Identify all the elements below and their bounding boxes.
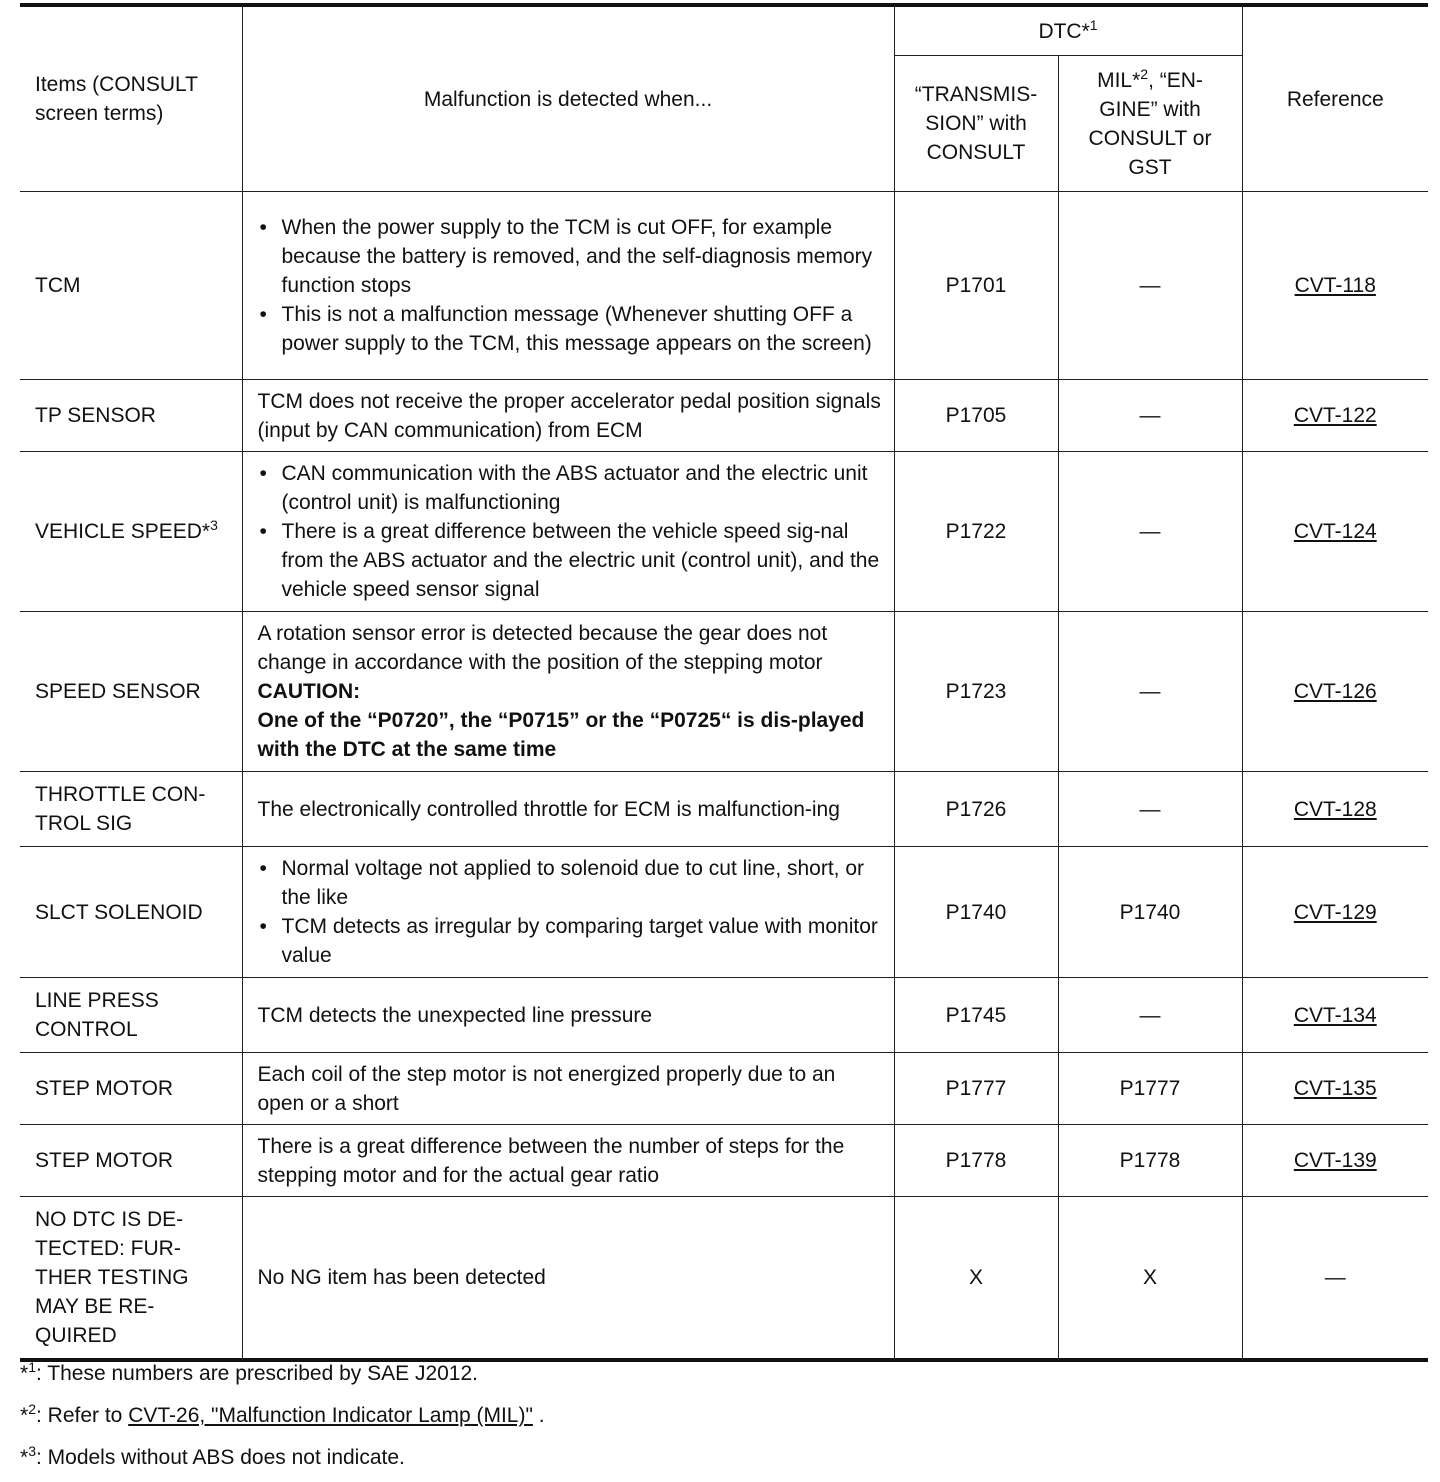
reference-cell: — xyxy=(1242,1197,1428,1361)
dtc-transmission-cell: P1726 xyxy=(894,772,1058,847)
item-cell: STEP MOTOR xyxy=(20,1125,242,1197)
header-mil: MIL*$^2$, “EN-GINE” with CONSULT or GST xyxy=(1058,56,1242,192)
item-cell: NO DTC IS DE-TECTED: FUR-THER TESTING MAY BE RE-QUIRED xyxy=(20,1197,242,1361)
description-cell xyxy=(242,192,894,380)
header-items: Items (CONSULT screen terms) xyxy=(20,5,242,192)
item-cell: STEP MOTOR xyxy=(20,1053,242,1125)
list-item: • This is not a malfunction message (Whenever shutting OFF a power supply to the TCM, this message appears on the screen) xyxy=(258,300,886,358)
description-cell: TCM does not receive the proper accelerator pedal position signals (input by CAN communication) from ECM xyxy=(242,380,894,452)
description-cell: The electronically controlled throttle for ECM is malfunction-ing xyxy=(242,772,894,847)
table-row xyxy=(20,847,1428,978)
table-row xyxy=(20,452,1428,612)
dtc-mil-cell: — xyxy=(1058,978,1242,1053)
item-cell: THROTTLE CON-TROL SIG xyxy=(20,772,242,847)
reference-cell xyxy=(1242,978,1428,1053)
reference-link[interactable]: CVT-118 xyxy=(1294,274,1376,297)
reference-cell xyxy=(1242,772,1428,847)
header-transmission: “TRANSMIS-SION” with CONSULT xyxy=(894,56,1058,192)
dtc-transmission-cell: P1745 xyxy=(894,978,1058,1053)
list-item: • There is a great difference between the vehicle speed sig-nal from the ABS actuator and the electric unit (control unit), and the vehicle speed sensor signal xyxy=(258,517,886,604)
item-cell: SPEED SENSOR xyxy=(20,612,242,772)
reference-link[interactable]: CVT-124 xyxy=(1293,520,1377,543)
dtc-mil-cell: X xyxy=(1058,1197,1242,1361)
description-cell xyxy=(242,847,894,978)
description-cell: A rotation sensor error is detected because the gear does not change in accordance with the position of the stepping motor CAUTION: One of the “P0720”, the “P0715” or the “P0725“ is dis-played with the DTC at the same time xyxy=(242,612,894,772)
dtc-transmission-cell: P1777 xyxy=(894,1053,1058,1125)
dtc-transmission-cell: P1723 xyxy=(894,612,1058,772)
dtc-mil-cell: P1740 xyxy=(1058,847,1242,978)
footnote-3: *$^3$: Models without ABS does not indicate. xyxy=(20,1443,405,1469)
header-malfunction: Malfunction is detected when... xyxy=(242,5,894,192)
list-item: • Normal voltage not applied to solenoid due to cut line, short, or the like xyxy=(258,854,886,912)
description-cell: No NG item has been detected xyxy=(242,1197,894,1361)
dtc-mil-cell: — xyxy=(1058,380,1242,452)
table-row xyxy=(20,612,1428,772)
reference-cell xyxy=(1242,380,1428,452)
description-cell: Each coil of the step motor is not energized properly due to an open or a short xyxy=(242,1053,894,1125)
dtc-mil-cell: — xyxy=(1058,192,1242,380)
list-item: • When the power supply to the TCM is cut OFF, for example because the battery is removed, and the self-diagnosis memory function stops xyxy=(258,213,886,300)
table-row xyxy=(20,192,1428,380)
list-item: • CAN communication with the ABS actuator and the electric unit (control unit) is malfunctioning xyxy=(258,459,886,517)
mil-reference-link[interactable]: CVT-26, "Malfunction Indicator Lamp (MIL)" xyxy=(128,1404,533,1427)
reference-link[interactable]: CVT-128 xyxy=(1293,797,1377,821)
dtc-mil-cell: P1777 xyxy=(1058,1053,1242,1125)
dtc-table xyxy=(20,3,1428,1362)
table-row xyxy=(20,772,1428,847)
dtc-mil-cell: — xyxy=(1058,772,1242,847)
caution-label: CAUTION: xyxy=(257,680,361,703)
header-reference: Reference xyxy=(1242,5,1428,192)
reference-link[interactable]: CVT-129 xyxy=(1293,900,1377,924)
item-cell: TCM xyxy=(20,192,242,380)
dtc-transmission-cell: P1722 xyxy=(894,452,1058,612)
list-item: • TCM detects as irregular by comparing target value with monitor value xyxy=(258,912,886,970)
table-row xyxy=(20,380,1428,452)
reference-cell xyxy=(1242,452,1428,612)
item-cell: SLCT SOLENOID xyxy=(20,847,242,978)
reference-cell xyxy=(1242,847,1428,978)
reference-link[interactable]: CVT-135 xyxy=(1293,1077,1377,1100)
footnote-2: *$^2$: Refer to CVT-26, "Malfunction Indicator Lamp (MIL)" . xyxy=(20,1401,545,1427)
footnote-1: *$^1$: These numbers are prescribed by SAE J2012. xyxy=(20,1359,478,1385)
dtc-transmission-cell: X xyxy=(894,1197,1058,1361)
table-row xyxy=(20,1053,1428,1125)
dtc-transmission-cell: P1705 xyxy=(894,380,1058,452)
item-cell: VEHICLE SPEED*$^3$ xyxy=(20,452,242,612)
description-cell xyxy=(242,452,894,612)
dtc-transmission-cell: P1778 xyxy=(894,1125,1058,1197)
table-row xyxy=(20,978,1428,1053)
dtc-mil-cell: — xyxy=(1058,612,1242,772)
dtc-mil-cell: P1778 xyxy=(1058,1125,1242,1197)
reference-cell xyxy=(1242,612,1428,772)
caution-text: One of the “P0720”, the “P0715” or the “P0725“ is dis-played with the DTC at the same time xyxy=(257,709,865,761)
reference-link[interactable]: CVT-139 xyxy=(1293,1149,1377,1172)
header-dtc: DTC*$^1$ xyxy=(894,5,1242,56)
item-cell: LINE PRESS CONTROL xyxy=(20,978,242,1053)
table-row xyxy=(20,1125,1428,1197)
dtc-transmission-cell: P1701 xyxy=(894,192,1058,380)
reference-cell xyxy=(1242,1125,1428,1197)
reference-link[interactable]: CVT-134 xyxy=(1293,1003,1377,1027)
reference-link[interactable]: CVT-126 xyxy=(1293,680,1377,703)
item-cell: TP SENSOR xyxy=(20,380,242,452)
description-cell: There is a great difference between the number of steps for the stepping motor and for the actual gear ratio xyxy=(242,1125,894,1197)
reference-cell xyxy=(1242,1053,1428,1125)
description-cell: TCM detects the unexpected line pressure xyxy=(242,978,894,1053)
reference-link[interactable]: CVT-122 xyxy=(1293,404,1377,427)
dtc-mil-cell: — xyxy=(1058,452,1242,612)
table-row xyxy=(20,1197,1428,1361)
reference-cell xyxy=(1242,192,1428,380)
dtc-transmission-cell: P1740 xyxy=(894,847,1058,978)
footnotes xyxy=(20,1356,1420,1482)
